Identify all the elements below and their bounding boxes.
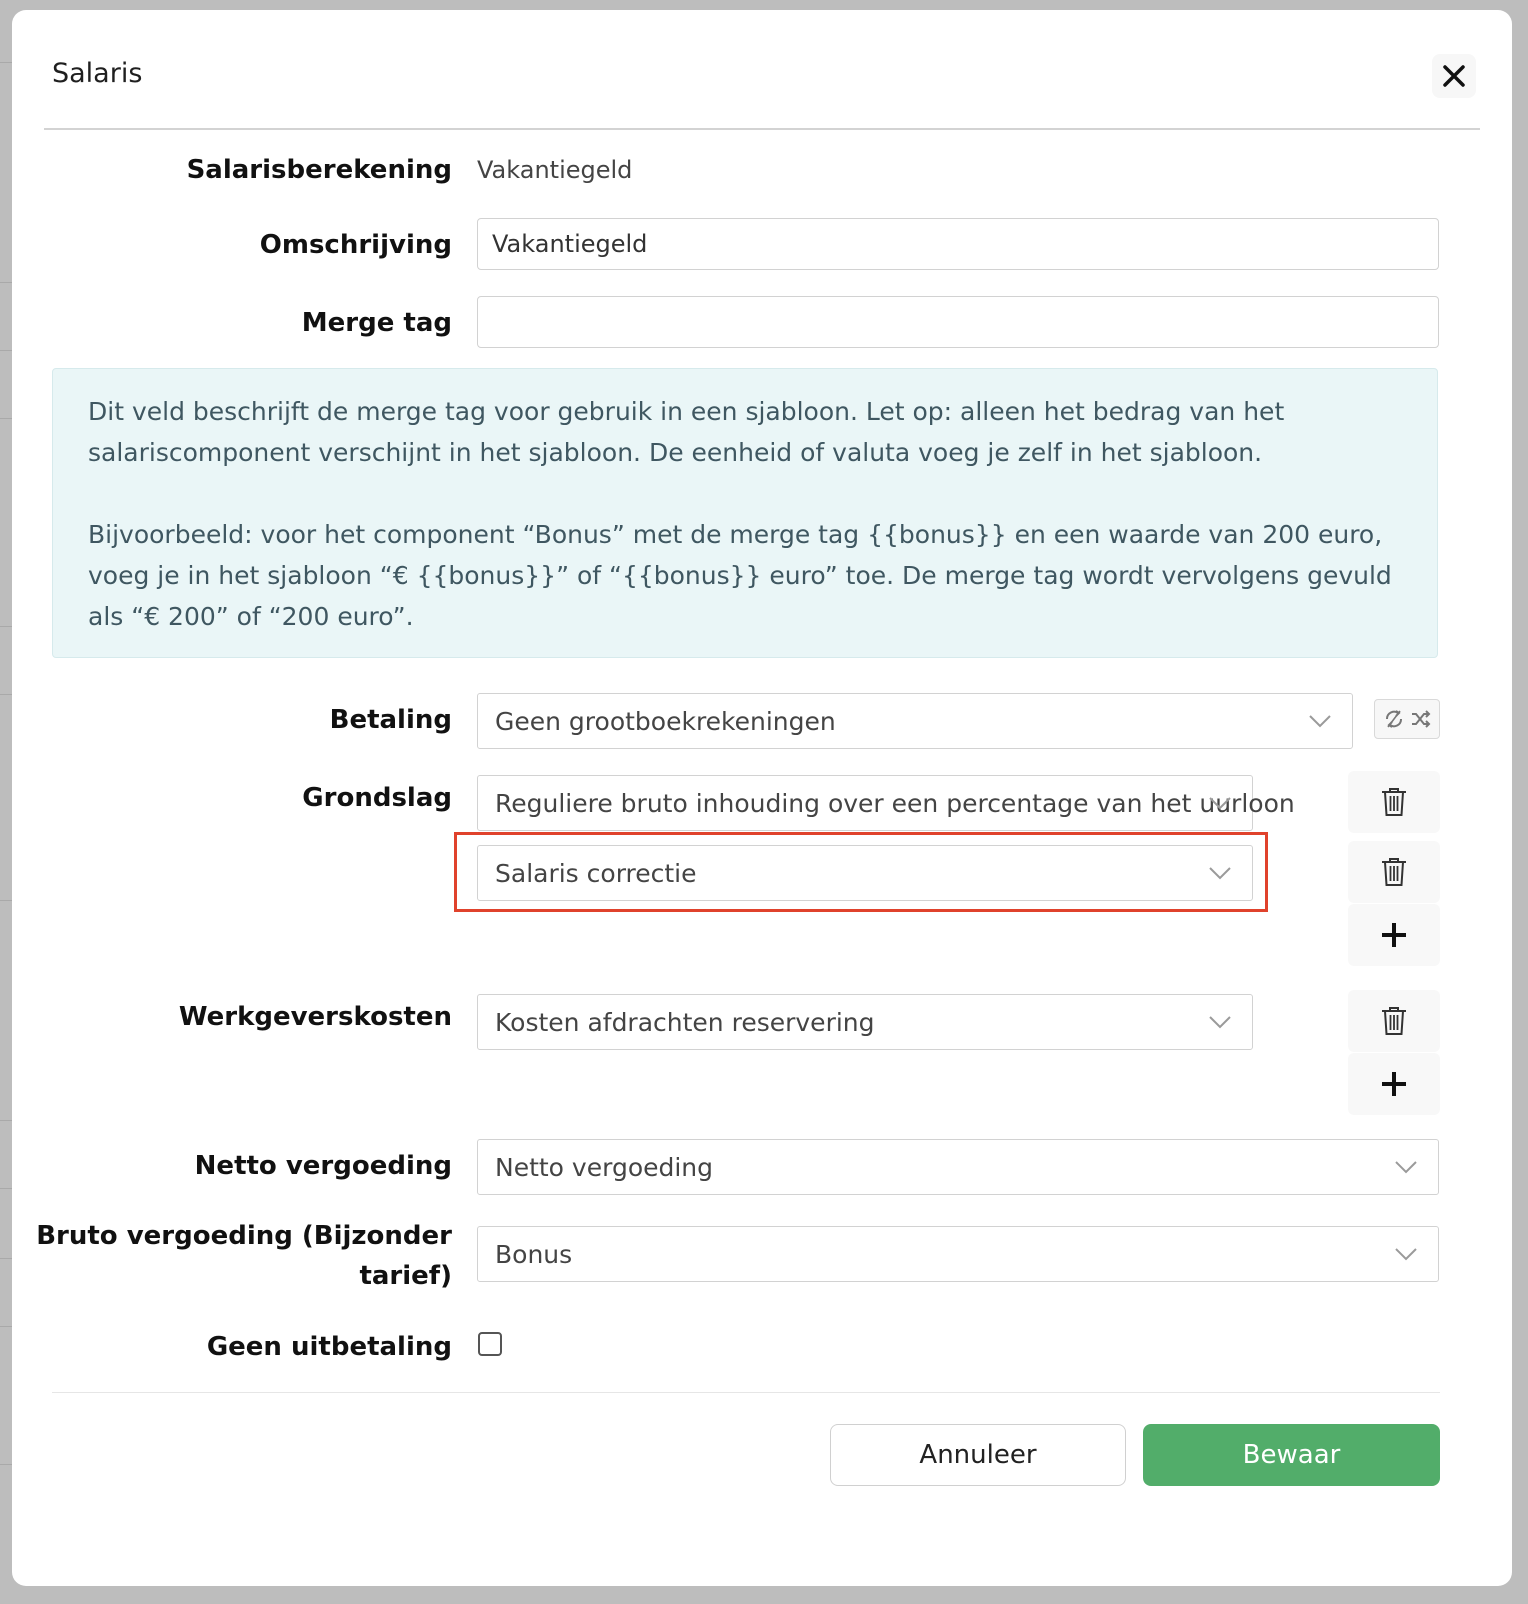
- footer-divider: [52, 1392, 1440, 1393]
- geen-uitbetaling-label: Geen uitbetaling: [206, 1332, 452, 1362]
- omschrijving-value: Vakantiegeld: [492, 230, 648, 258]
- add-werkgeverskosten-button[interactable]: [1348, 1053, 1440, 1115]
- netto-vergoeding-label: Netto vergoeding: [194, 1151, 452, 1181]
- salary-modal: [12, 10, 1512, 1586]
- merge-tag-info-box: [52, 368, 1438, 658]
- betaling-label: Betaling: [329, 705, 452, 735]
- delete-werkgeverskosten-button[interactable]: [1348, 990, 1440, 1052]
- info-paragraph: Bijvoorbeeld: voor het component “Bonus” met de merge tag {{bonus}} en een waarde van 200 euro, voeg je in het sjabloon “€ {{bonus}}” of “{{bonus}} euro” toe. De merge tag wordt vervolgens gevuld als “€ 200” of “200 euro”.: [88, 520, 1392, 631]
- betaling-selected-value: Geen grootboekrekeningen: [495, 706, 836, 736]
- chevron-down-icon: [1208, 795, 1232, 811]
- netto-vergoeding-select[interactable]: [477, 1139, 1439, 1195]
- werkgeverskosten-selected-value: Kosten afdrachten reservering: [495, 1007, 875, 1037]
- merge-tag-label: Merge tag: [301, 308, 452, 338]
- omschrijving-field[interactable]: [477, 218, 1439, 270]
- chevron-down-icon: [1394, 1159, 1418, 1175]
- werkgeverskosten-label: Werkgeverskosten: [178, 1002, 452, 1032]
- geen-uitbetaling-checkbox[interactable]: [478, 1332, 502, 1356]
- bruto-vergoeding-selected-value: Bonus: [495, 1239, 573, 1269]
- shuffle-icon: [1411, 710, 1431, 728]
- close-button[interactable]: [1432, 54, 1476, 98]
- chevron-down-icon: [1308, 713, 1332, 729]
- sync-icon: [1383, 708, 1405, 730]
- add-grondslag-button[interactable]: [1348, 904, 1440, 966]
- netto-vergoeding-selected-value: Netto vergoeding: [495, 1152, 714, 1182]
- close-icon: [1442, 64, 1466, 88]
- salarisberekening-label: Salarisberekening: [186, 155, 452, 185]
- betaling-select[interactable]: [477, 693, 1353, 749]
- trash-icon: [1381, 857, 1407, 887]
- bruto-vergoeding-select[interactable]: [477, 1226, 1439, 1282]
- chevron-down-icon: [1208, 865, 1232, 881]
- grondslag-selected-value: Salaris correctie: [495, 858, 697, 888]
- grondslag-select-1[interactable]: [477, 775, 1295, 831]
- modal-header: [44, 10, 1480, 130]
- delete-grondslag-1-button[interactable]: [1348, 771, 1440, 833]
- bruto-vergoeding-label-line: tarief): [359, 1261, 452, 1291]
- plus-icon: [1381, 922, 1407, 948]
- modal-title: Salaris: [52, 58, 143, 89]
- plus-icon: [1381, 1071, 1407, 1097]
- merge-tag-field[interactable]: [477, 296, 1439, 348]
- cancel-button[interactable]: Annuleer: [830, 1424, 1126, 1486]
- trash-icon: [1381, 787, 1407, 817]
- bruto-vergoeding-label-line: Bruto vergoeding (Bijzonder: [36, 1221, 452, 1251]
- grondslag-selected-value: Reguliere bruto inhouding over een percentage van het uurloon: [495, 788, 1295, 818]
- omschrijving-label: Omschrijving: [259, 230, 452, 260]
- grondslag-select-2[interactable]: [477, 845, 1253, 901]
- delete-grondslag-2-button[interactable]: [1348, 841, 1440, 903]
- werkgeverskosten-select[interactable]: [477, 994, 1253, 1050]
- trash-icon: [1381, 1006, 1407, 1036]
- bruto-vergoeding-label: [12, 1216, 452, 1296]
- save-button[interactable]: Bewaar: [1143, 1424, 1440, 1486]
- grondslag-label: Grondslag: [302, 783, 452, 813]
- salarisberekening-value: Vakantiegeld: [477, 156, 633, 184]
- info-paragraph: Dit veld beschrijft de merge tag voor gebruik in een sjabloon. Let op: alleen het bedrag van het salariscomponent verschijnt in het sjabloon. De eenheid of valuta voeg je zelf in het sjabloon.: [88, 397, 1285, 467]
- chevron-down-icon: [1394, 1246, 1418, 1262]
- ledger-sync-button[interactable]: [1374, 699, 1440, 739]
- chevron-down-icon: [1208, 1014, 1232, 1030]
